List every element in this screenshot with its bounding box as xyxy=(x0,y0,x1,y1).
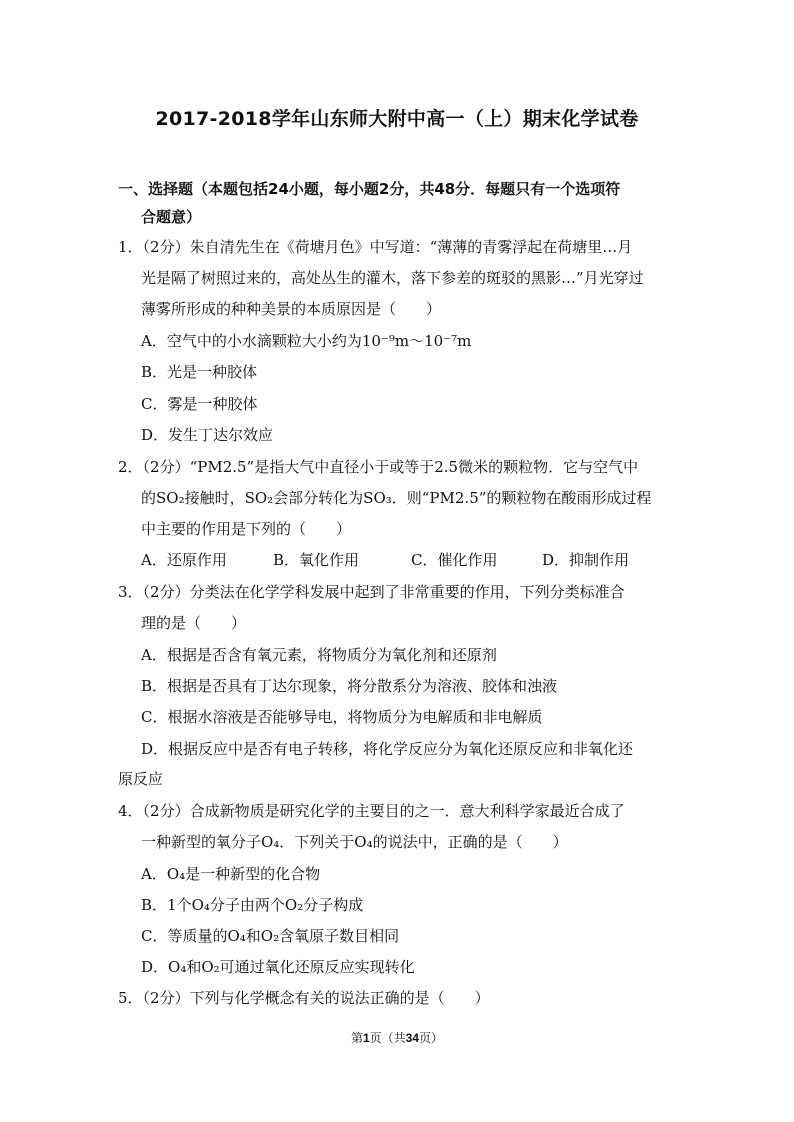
footer-page-number: 1 xyxy=(362,1031,370,1045)
q4-option-b: B．1个O₄分子由两个O₂分子构成 xyxy=(141,896,364,914)
footer-middle: 页（共 xyxy=(369,1031,406,1045)
q4-stem-line2: 一种新型的氧分子O₄．下列关于O₄的说法中，正确的是（ ） xyxy=(141,833,568,851)
q2-option-c: C．催化作用 xyxy=(411,551,498,569)
q3-stem-line1: 3．（2分）分类法在化学学科发展中起到了非常重要的作用，下列分类标准合 xyxy=(118,583,625,601)
q3-option-c: C．根据水溶液是否能够导电，将物质分为电解质和非电解质 xyxy=(141,708,543,726)
q2-stem-line1: 2．（2分）“PM2.5”是指大气中直径小于或等于2.5微米的颗粒物．它与空气中 xyxy=(118,458,639,476)
q4-option-c: C．等质量的O₄和O₂含氧原子数目相同 xyxy=(141,927,400,945)
q1-option-c: C．雾是一种胶体 xyxy=(141,395,258,413)
section-heading-line2: 合题意） xyxy=(141,208,202,226)
q3-option-a: A．根据是否含有氧元素，将物质分为氧化剂和还原剂 xyxy=(141,646,497,664)
q3-option-d-line1: D．根据反应中是否有电子转移，将化学反应分为氧化还原反应和非氧化还 xyxy=(141,740,634,758)
footer-suffix: 页） xyxy=(419,1031,444,1045)
q2-option-a: A．还原作用 xyxy=(141,551,227,569)
q3-option-b: B．根据是否具有丁达尔现象，将分散系分为溶液、胶体和浊液 xyxy=(141,677,558,695)
q5-stem-line1: 5．（2分）下列与化学概念有关的说法正确的是（ ） xyxy=(118,989,490,1007)
q1-stem-line2: 光是隔了树照过来的，高处丛生的灌木，落下参差的斑驳的黑影…”月光穿过 xyxy=(141,269,644,287)
q4-stem-line1: 4．（2分）合成新物质是研究化学的主要目的之一．意大利科学家最近合成了 xyxy=(118,802,625,820)
q2-option-d: D．抑制作用 xyxy=(542,551,630,569)
section-heading-line1: 一、选择题（本题包括24小题，每小题2分，共48分．每题只有一个选项符 xyxy=(118,180,621,198)
q2-options-row xyxy=(141,550,661,570)
page-title: 2017-2018学年山东师大附中高一（上）期末化学试卷 xyxy=(155,108,639,130)
q3-stem-line2: 理的是（ ） xyxy=(141,614,247,632)
q4-option-a: A．O₄是一种新型的化合物 xyxy=(141,865,321,883)
footer-prefix: 第 xyxy=(350,1031,363,1045)
q3-option-d-line2: 原反应 xyxy=(118,770,164,788)
q2-option-b: B．氧化作用 xyxy=(273,551,360,569)
q1-stem-line1: 1．（2分）朱自清先生在《荷塘月色》中写道：“薄薄的青雾浮起在荷塘里…月 xyxy=(118,238,633,256)
q4-option-d: D．O₄和O₂可通过氧化还原反应实现转化 xyxy=(141,958,415,976)
footer-total-pages: 34 xyxy=(405,1031,420,1045)
q1-option-d: D．发生丁达尔效应 xyxy=(141,426,274,444)
q2-stem-line3: 中主要的作用是下列的（ ） xyxy=(141,520,352,538)
q1-stem-line3: 薄雾所形成的种种美景的本质原因是（ ） xyxy=(141,300,442,318)
q1-option-b: B．光是一种胶体 xyxy=(141,363,258,381)
page-footer xyxy=(0,1029,794,1046)
q1-option-a: A．空气中的小水滴颗粒大小约为10⁻⁹m～10⁻⁷m xyxy=(141,332,472,350)
q2-stem-line2: 的SO₂接触时，SO₂会部分转化为SO₃．则“PM2.5”的颗粒物在酸雨形成过程 xyxy=(141,489,652,507)
